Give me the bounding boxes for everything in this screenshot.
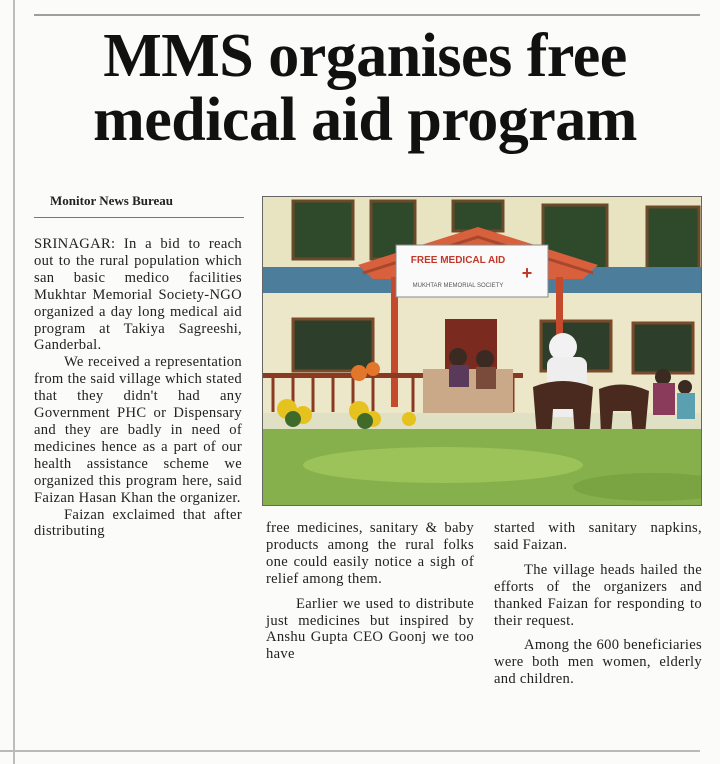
paragraph-2: We received a representation from the said village which stated that they didn't had any Government PHC or Dispensary and they are badly in need of medicines hence as a part of our health assistance scheme we organized this program here, said Faizan Hasan Khan the organizer. xyxy=(34,354,242,506)
headline-line-1: MMS organises free xyxy=(103,22,627,90)
medical-camp-photo xyxy=(263,197,702,506)
byline-rule xyxy=(34,217,244,218)
article-photo xyxy=(262,196,702,506)
paragraph-6: started with sanitary napkins, said Faizan. xyxy=(494,520,702,553)
paragraph-4: free medicines, sanitary & baby products among the rural folks one could easily notice a sigh of relief among them. xyxy=(266,520,474,587)
paragraph-7: The village heads hailed the efforts of the organizers and thanked Faizan for responding to their request. xyxy=(494,561,702,629)
page-top-rule xyxy=(34,14,700,16)
banner-title: FREE MEDICAL AID xyxy=(410,255,506,266)
page-left-rule xyxy=(13,0,15,764)
article-column-2 xyxy=(266,520,474,663)
byline: Monitor News Bureau xyxy=(50,193,174,208)
paragraph-8: Among the 600 beneficiaries were both men women, elderly and children. xyxy=(494,637,702,688)
page-bottom-rule xyxy=(0,750,700,752)
dateline: SRINAGAR: xyxy=(34,236,116,252)
paragraph-1 xyxy=(34,236,242,354)
article-column-3 xyxy=(494,520,702,688)
banner-cross: + xyxy=(521,263,533,283)
paragraph-3: Faizan exclaimed that after distributing xyxy=(34,506,242,540)
headline xyxy=(20,24,710,152)
banner-subtitle: MUKHTAR MEMORIAL SOCIETY xyxy=(412,283,504,289)
headline-line-2: medical aid program xyxy=(93,86,637,154)
article-column-1 xyxy=(34,236,242,540)
paragraph-1-text: In a bid to reach out to the rural population which san basic medico facilities Mukhtar Memorial Society-NGO organized a day long medical aid program at Takiya Sagreeshi, Ganderbal. xyxy=(34,236,242,354)
paragraph-5: Earlier we used to distribute just medicines but inspired by Anshu Gupta CEO Goonj we too have xyxy=(266,595,474,663)
